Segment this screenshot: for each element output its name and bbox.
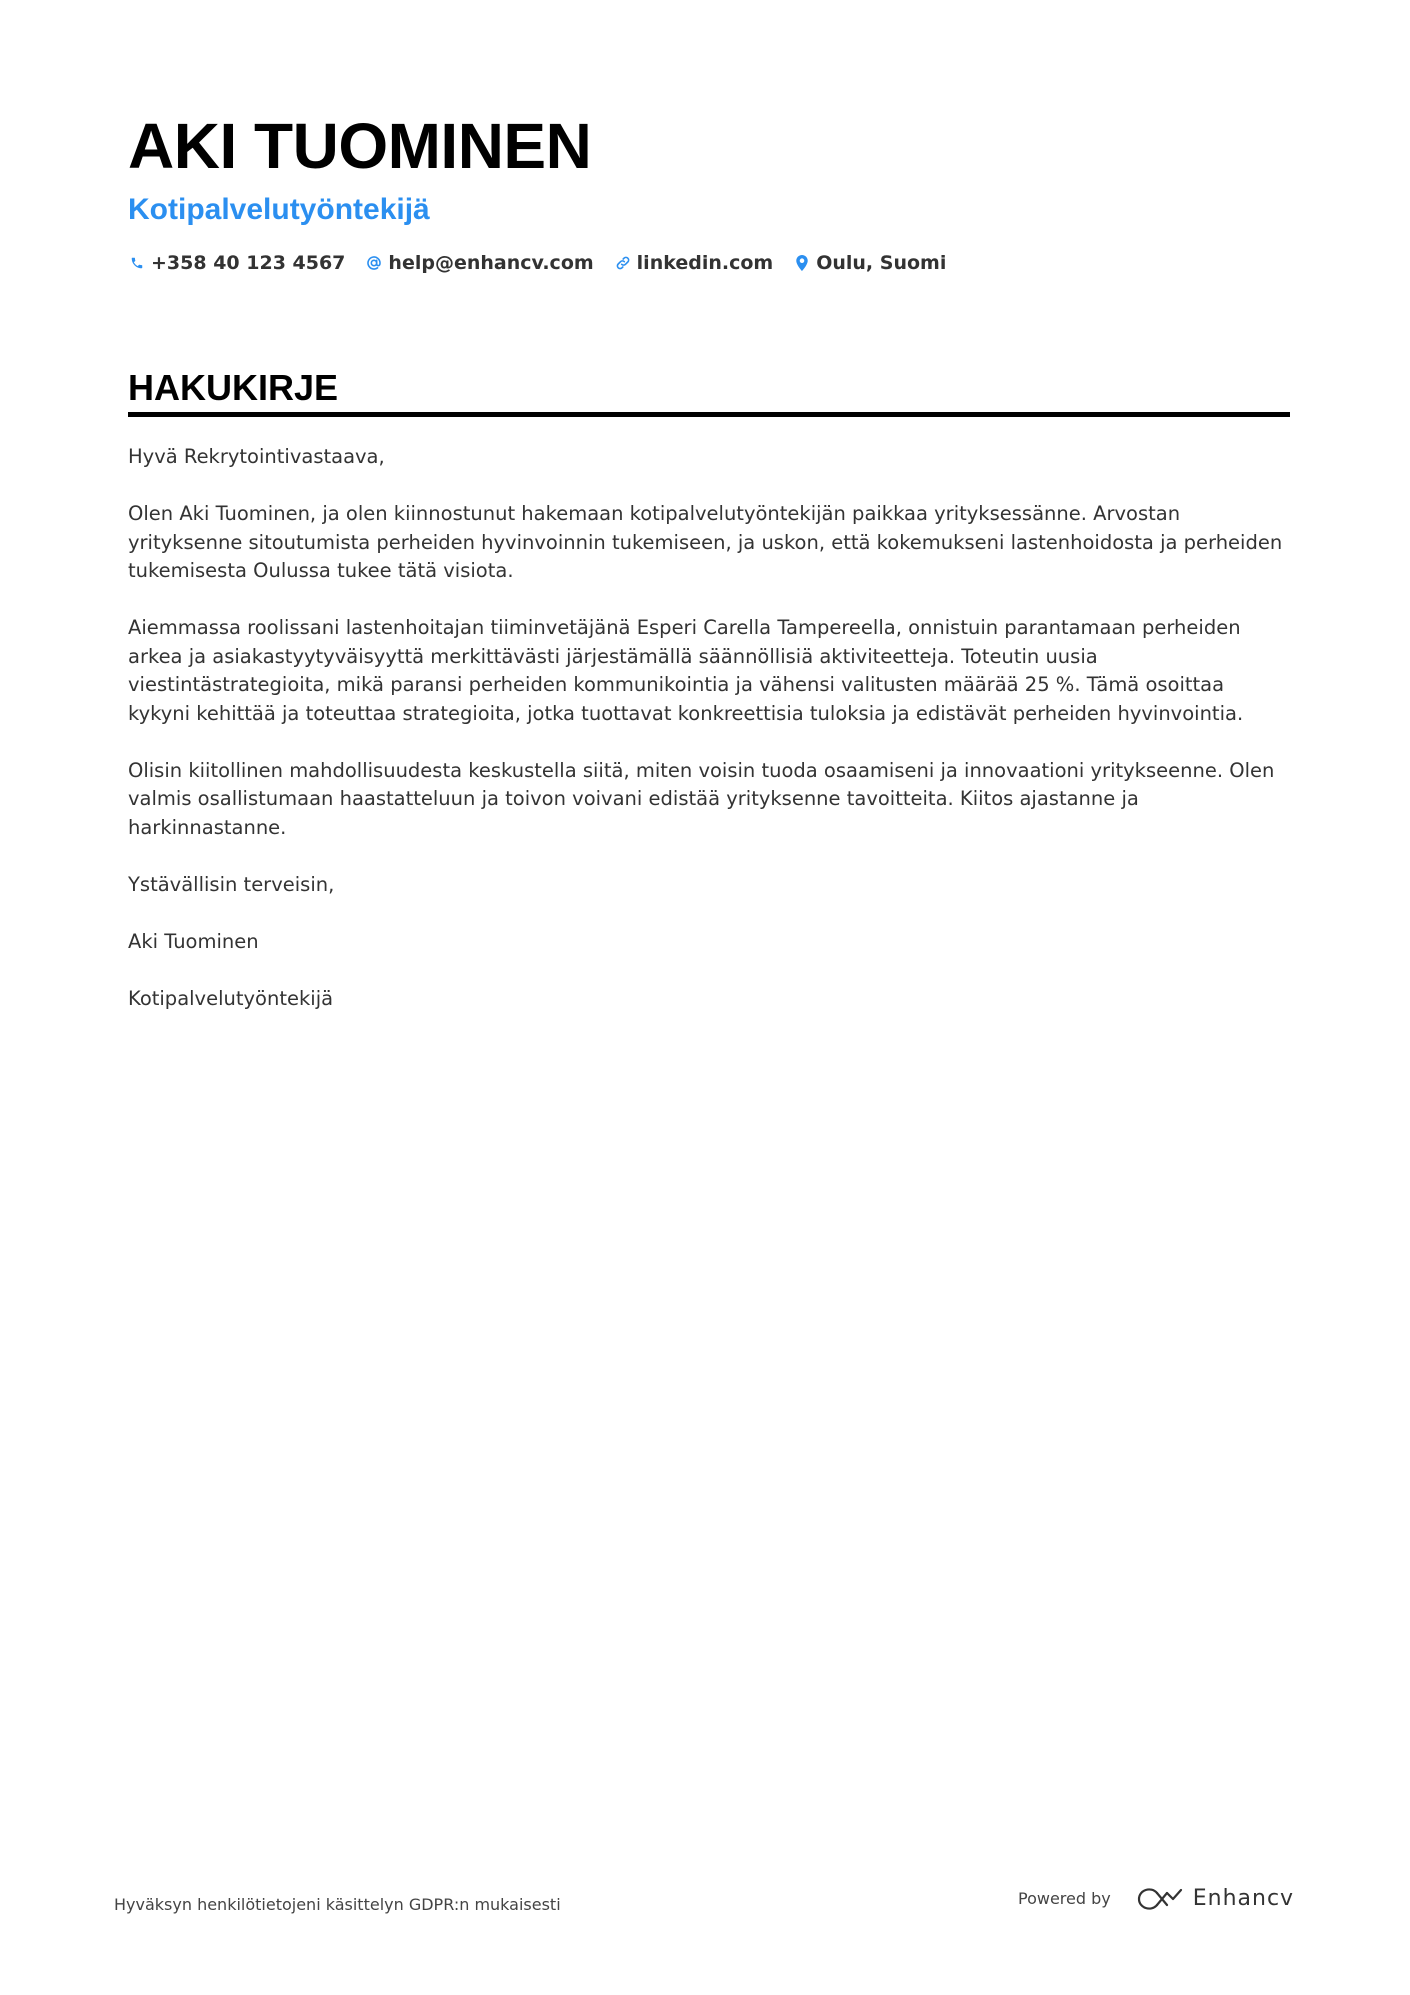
contact-list	[128, 252, 1288, 274]
contact-email[interactable]	[365, 252, 593, 274]
enhancv-logo-icon	[1137, 1887, 1183, 1911]
cover-letter-section	[128, 366, 1290, 1042]
section-title: HAKUKIRJE	[128, 367, 339, 408]
powered-by[interactable]	[1018, 1886, 1294, 1911]
letter-paragraph: Aiemmassa roolissani lastenhoitajan tiiminvetäjänä Esperi Carella Tampereella, onnistuin parantamaan perheiden arkea ja asiakastyytyväisyyttä merkittävästi järjestämällä säännöllisiä aktiviteetteja. Toteutin uusia viestintästrategioita, mikä paransi perheiden kommunikointia ja vähensi valitusten määrää 25 %. Tämä osoittaa kykyni kehittää ja toteuttaa strategioita, jotka tuottavat konkreettisia tuloksia ja edistävät perheiden hyvinvointia.	[128, 616, 1244, 725]
powered-by-label: Powered by	[1018, 1889, 1111, 1908]
signature-name: Aki Tuominen	[128, 929, 259, 953]
contact-linkedin-text: linkedin.com	[636, 252, 774, 274]
contact-location	[793, 252, 946, 274]
contact-phone-text: +358 40 123 4567	[151, 252, 346, 274]
section-divider	[128, 412, 1290, 417]
header	[128, 108, 1288, 274]
signature-title: Kotipalvelutyöntekijä	[128, 986, 334, 1010]
applicant-name: AKI TUOMINEN	[128, 110, 592, 182]
letter-closing: Ystävällisin terveisin,	[128, 872, 335, 896]
contact-linkedin[interactable]	[614, 252, 774, 274]
location-icon	[793, 254, 811, 272]
applicant-title: Kotipalvelutyöntekijä	[128, 193, 430, 226]
phone-icon	[128, 254, 146, 272]
letter-paragraph: Olen Aki Tuominen, ja olen kiinnostunut hakemaan kotipalvelutyöntekijän paikkaa yrityksessänne. Arvostan yrityksenne sitoutumista perheiden hyvinvoinnin tukemiseen, ja uskon, että kokemukseni lastenhoidosta ja perheiden tukemisesta Oulussa tukee tätä visiota.	[128, 502, 1283, 582]
letter-body	[128, 443, 1290, 1013]
contact-location-text: Oulu, Suomi	[816, 252, 947, 274]
link-icon	[614, 254, 632, 272]
letter-paragraph: Olisin kiitollinen mahdollisuudesta keskustella siitä, miten voisin tuoda osaamiseni ja innovaationi yritykseenne. Olen valmis osallistumaan haastatteluun ja toivon voivani edistää yrityksenne tavoitteita. Kiitos ajastanne ja harkinnastanne.	[128, 758, 1275, 839]
letter-greeting: Hyvä Rekrytointivastaava,	[128, 445, 385, 468]
gdpr-consent-text: Hyväksyn henkilötietojeni käsittelyn GDPR:n mukaisesti	[114, 1895, 561, 1914]
contact-email-text: help@enhancv.com	[388, 252, 594, 274]
at-icon	[365, 254, 383, 272]
contact-phone	[128, 252, 345, 274]
brand-name: Enhancv	[1192, 1886, 1295, 1911]
